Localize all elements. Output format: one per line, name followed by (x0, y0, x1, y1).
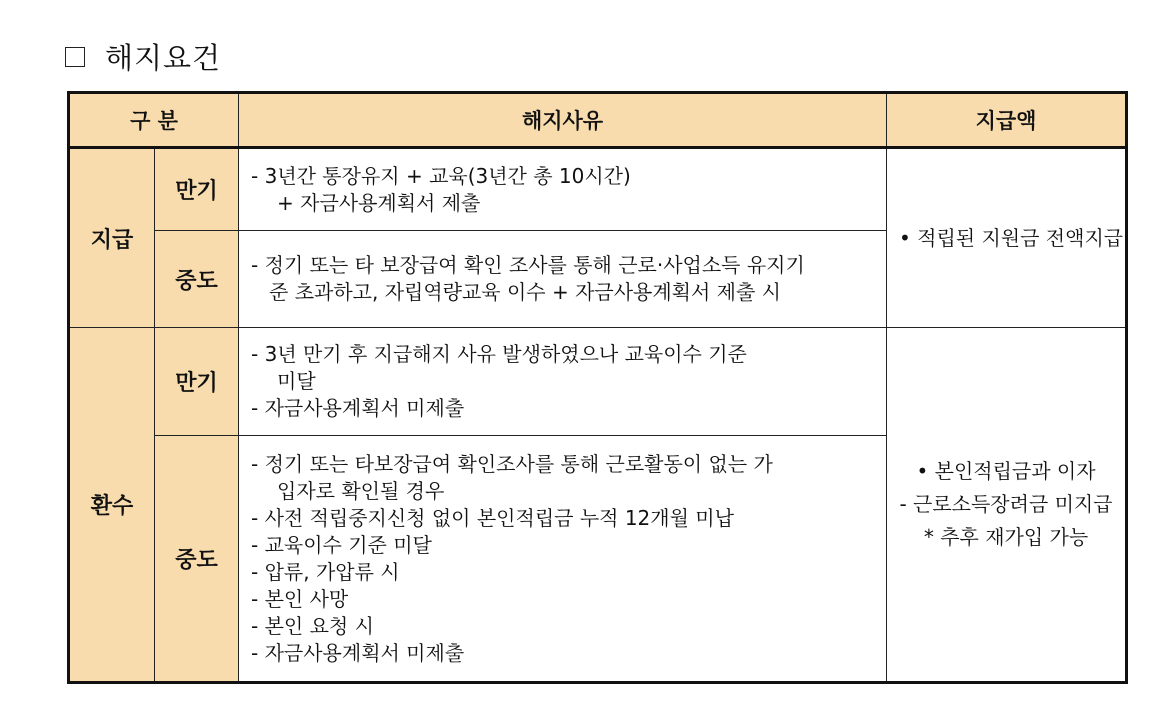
termination-requirements-table (67, 91, 1128, 684)
table-row (69, 328, 1127, 436)
amount-cell-payment (887, 148, 1127, 328)
reason-line: 입자로 확인될 경우 (277, 478, 445, 503)
empty-square-icon (65, 47, 85, 67)
reason-line: - 3년 만기 후 지급해지 사유 발생하였으나 교육이수 기준 (251, 342, 747, 366)
table-row (69, 148, 1127, 231)
section-title: 해지요건 (105, 41, 222, 75)
reason-cell (239, 148, 887, 231)
sub-label: 만기 (155, 148, 239, 231)
group-label-recovery: 환수 (69, 328, 155, 683)
group-label-payment: 지급 (69, 148, 155, 328)
header-amount: 지급액 (887, 93, 1127, 148)
reason-line: - 압류, 가압류 시 (251, 559, 400, 584)
reason-line: - 3년간 통장유지 + 교육(3년간 총 10시간) (251, 163, 631, 188)
header-row (69, 93, 1127, 148)
amount-line: * 추후 재가입 가능 (923, 525, 1089, 549)
reason-cell (239, 231, 887, 328)
reason-line: - 교육이수 기준 미달 (251, 532, 432, 557)
reason-line: - 본인 요청 시 (251, 613, 374, 638)
amount-cell-recovery (887, 328, 1127, 683)
reason-line: - 자금사용계획서 미제출 (251, 396, 465, 420)
reason-line: - 자금사용계획서 미제출 (251, 640, 465, 665)
reason-line: - 본인 사망 (251, 586, 349, 611)
amount-line: • 본인적립금과 이자 (916, 459, 1096, 483)
reason-cell (239, 436, 887, 683)
amount-line: • 적립된 지원금 전액지급 (899, 225, 1124, 250)
sub-label: 중도 (155, 436, 239, 683)
reason-line: - 정기 또는 타 보장급여 확인 조사를 통해 근로·사업소득 유지기 (251, 253, 805, 277)
reason-line: 미달 (277, 369, 316, 393)
reason-line: + 자금사용계획서 제출 (277, 190, 481, 215)
amount-line: - 근로소득장려금 미지급 (899, 492, 1113, 516)
sub-label: 중도 (155, 231, 239, 328)
reason-line: - 사전 적립중지신청 없이 본인적립금 누적 12개월 미납 (251, 505, 734, 530)
header-reason: 해지사유 (239, 93, 887, 148)
reason-line: - 정기 또는 타보장급여 확인조사를 통해 근로활동이 없는 가 (251, 451, 773, 476)
reason-line: 준 초과하고, 자립역량교육 이수 + 자금사용계획서 제출 시 (269, 280, 781, 304)
reason-cell (239, 328, 887, 436)
header-category: 구 분 (69, 93, 239, 148)
section-heading (65, 36, 221, 77)
sub-label: 만기 (155, 328, 239, 436)
